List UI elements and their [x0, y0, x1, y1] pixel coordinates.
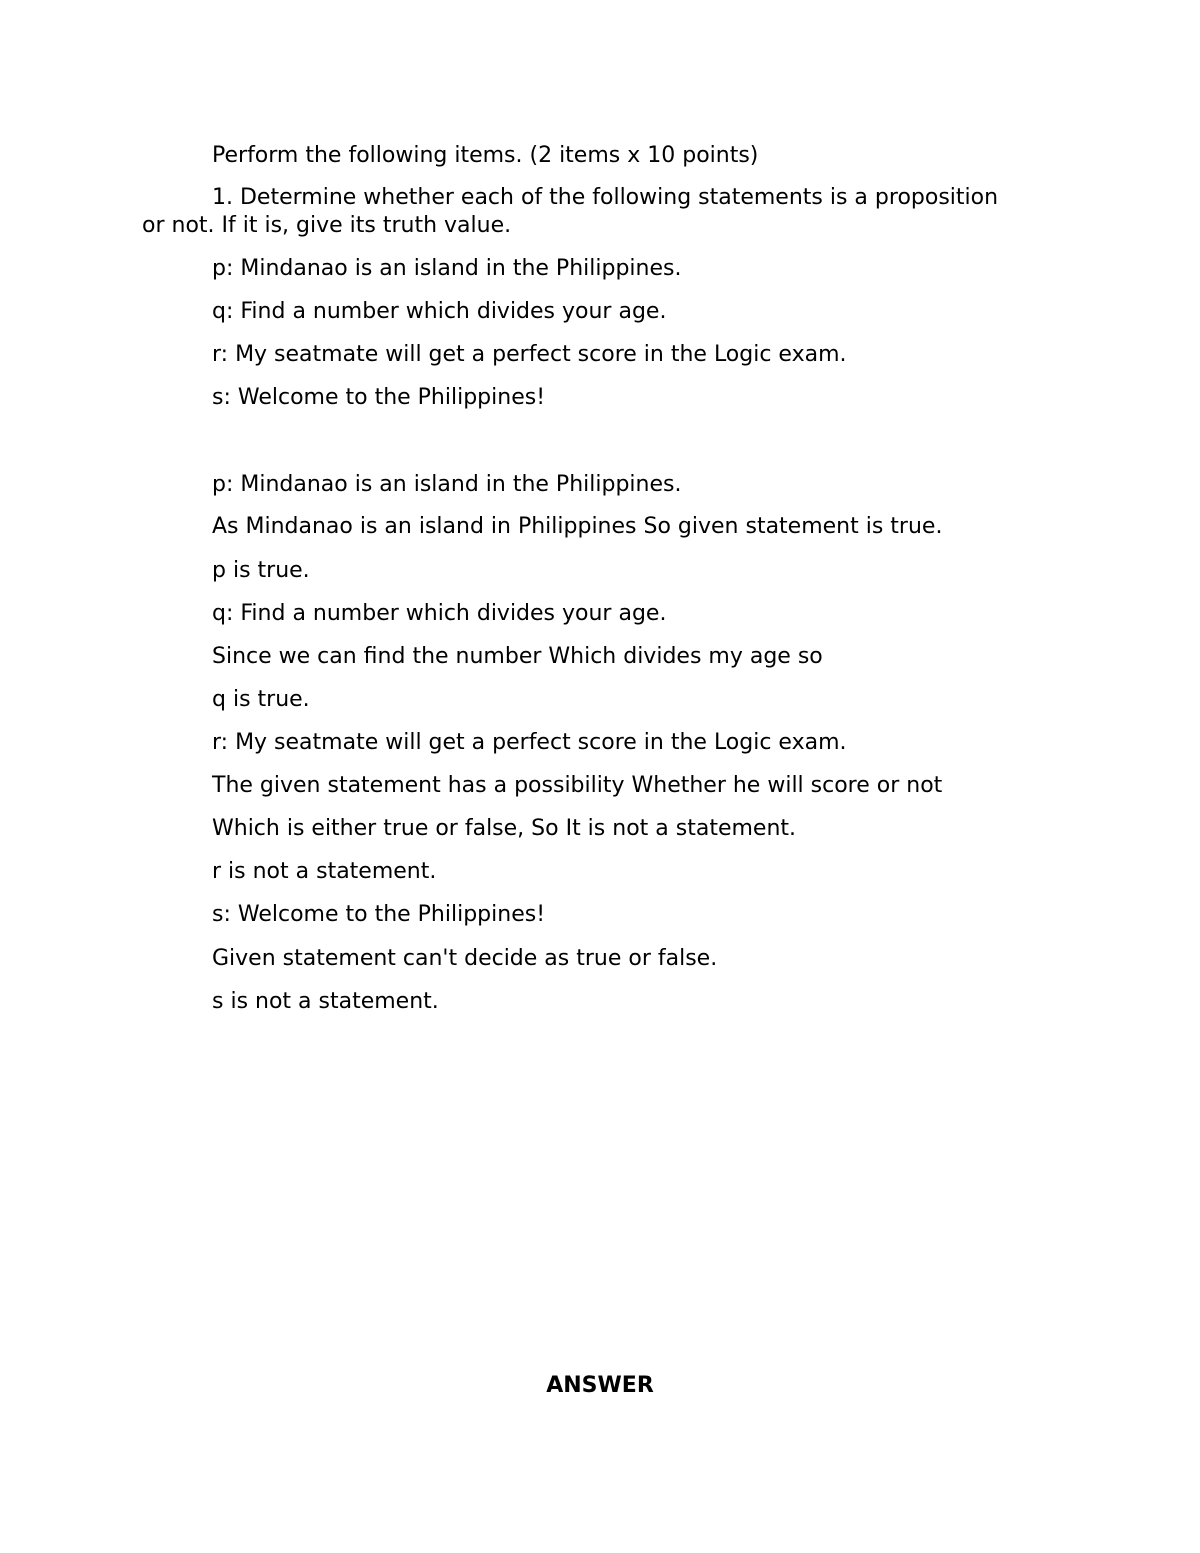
solution-q-statement: q: Find a number which divides your age.	[212, 601, 667, 626]
answer-label: ANSWER	[546, 1373, 654, 1398]
statement-p: p: Mindanao is an island in the Philippines.	[212, 256, 682, 281]
instructions-heading: Perform the following items. (2 items x 10 points)	[212, 143, 759, 168]
solution-s-reason: Given statement can't decide as true or false.	[212, 946, 718, 971]
solution-q-conclusion: q is true.	[212, 687, 310, 712]
solution-p-statement: p: Mindanao is an island in the Philippines.	[212, 472, 682, 497]
statement-q: q: Find a number which divides your age.	[212, 299, 667, 324]
solution-r-conclusion: r is not a statement.	[212, 859, 437, 884]
solution-r-reason-line1: The given statement has a possibility Whether he will score or not	[212, 773, 943, 798]
item1-question-line2: or not. If it is, give its truth value.	[142, 213, 512, 238]
solution-p-reason: As Mindanao is an island in Philippines So given statement is true.	[212, 514, 943, 539]
solution-r-reason-line2: Which is either true or false, So It is not a statement.	[212, 816, 797, 841]
statement-s: s: Welcome to the Philippines!	[212, 385, 546, 410]
solution-p-conclusion: p is true.	[212, 558, 310, 583]
solution-s-conclusion: s is not a statement.	[212, 989, 439, 1014]
solution-s-statement: s: Welcome to the Philippines!	[212, 902, 546, 927]
item1-question-line1: 1. Determine whether each of the following statements is a proposition	[212, 185, 999, 210]
solution-q-reason: Since we can find the number Which divides my age so	[212, 644, 823, 669]
statement-r: r: My seatmate will get a perfect score in the Logic exam.	[212, 342, 847, 367]
solution-r-statement: r: My seatmate will get a perfect score in the Logic exam.	[212, 730, 847, 755]
